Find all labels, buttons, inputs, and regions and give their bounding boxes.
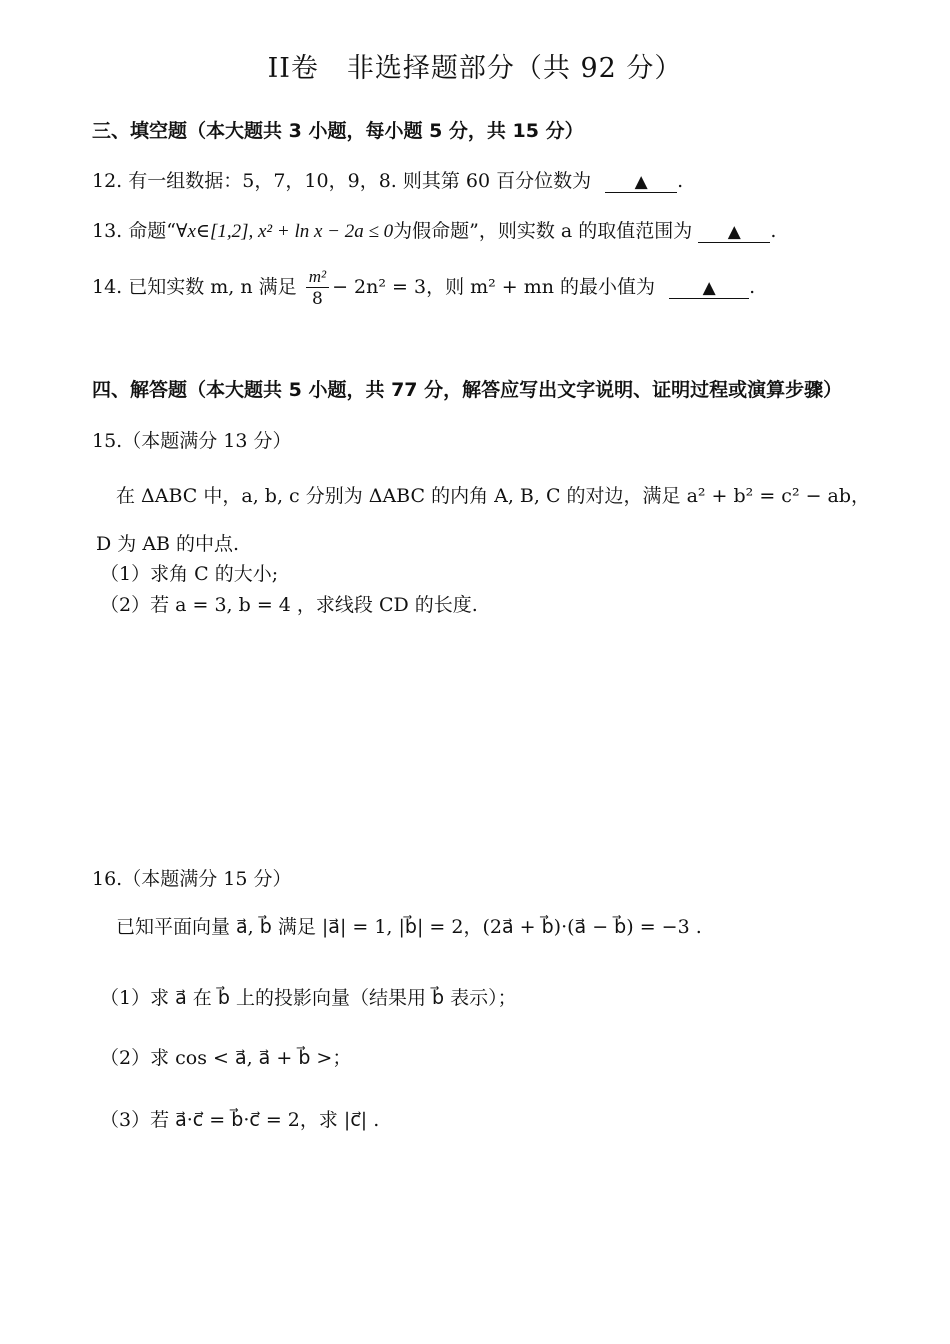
question-14: 14. 已知实数 m, n 满足 $\frac{\text{m²}}{8}$ − 2n² = 3，则 m² + mn 的最小值为 ▲ .	[92, 267, 756, 309]
answer-blank-14	[669, 276, 749, 299]
question-16-part-3: （3）若 a⃗·c⃗ = b⃗·c⃗ = 2，求 |c⃗| .	[100, 1109, 380, 1131]
question-15-header: 15.（本题满分 13 分）	[92, 430, 292, 452]
question-16-line-1: 已知平面向量 a⃗, b⃗ 满足 |a⃗| = 1, |b⃗| = 2，(2a⃗ + b⃗)·(a⃗ − b⃗) = −3 .	[116, 916, 702, 938]
fraction-m2-over-8: $\frac{\text{m²}}{8}$	[306, 268, 329, 308]
section-3-heading: 三、填空题（本大题共 3 小题，每小题 5 分，共 15 分）	[92, 120, 584, 142]
triangle-marker-icon: ▲	[727, 222, 741, 242]
section-4-heading: 四、解答题（本大题共 5 小题，共 77 分，解答应写出文字说明、证明过程或演算步骤）	[92, 379, 843, 401]
triangle-marker-icon: ▲	[702, 278, 716, 299]
question-16-part-1: （1）求 a⃗ 在 b⃗ 上的投影向量（结果用 b⃗ 表示）；	[100, 987, 517, 1009]
question-12-text: 12. 有一组数据：5，7，10，9，8. 则其第 60 百分位数为	[92, 170, 592, 192]
question-15-part-2: （2）若 a = 3, b = 4 ，求线段 CD 的长度.	[100, 594, 478, 616]
question-15-line-2: D 为 AB 的中点.	[96, 533, 240, 555]
question-15-line-1: 在 ΔABC 中，a, b, c 分别为 ΔABC 的内角 A, B, C 的对边，满足 a² + b² = c² − ab，	[116, 485, 871, 507]
answer-blank-12	[605, 170, 677, 193]
question-16-part-2: （2）求 cos < a⃗, a⃗ + b⃗ >；	[100, 1047, 352, 1069]
page-title: II卷 非选择题部分（共 92 分）	[267, 53, 683, 84]
answer-blank-13	[698, 220, 770, 243]
question-15-part-1: （1）求角 C 的大小;	[100, 563, 279, 585]
question-13: 13. 命题“∀x∈[1,2], x² + ln x − 2a ≤ 0为假命题”，则实数 a 的取值范围为 ▲ .	[92, 220, 777, 242]
question-16-header: 16.（本题满分 15 分）	[92, 868, 292, 890]
question-13-expression: ∀x∈[1,2], x² + ln x − 2a ≤ 0	[175, 221, 394, 242]
question-12: 12. 有一组数据：5，7，10，9，8. 则其第 60 百分位数为 ▲ .	[92, 170, 684, 192]
triangle-marker-icon: ▲	[634, 172, 648, 192]
